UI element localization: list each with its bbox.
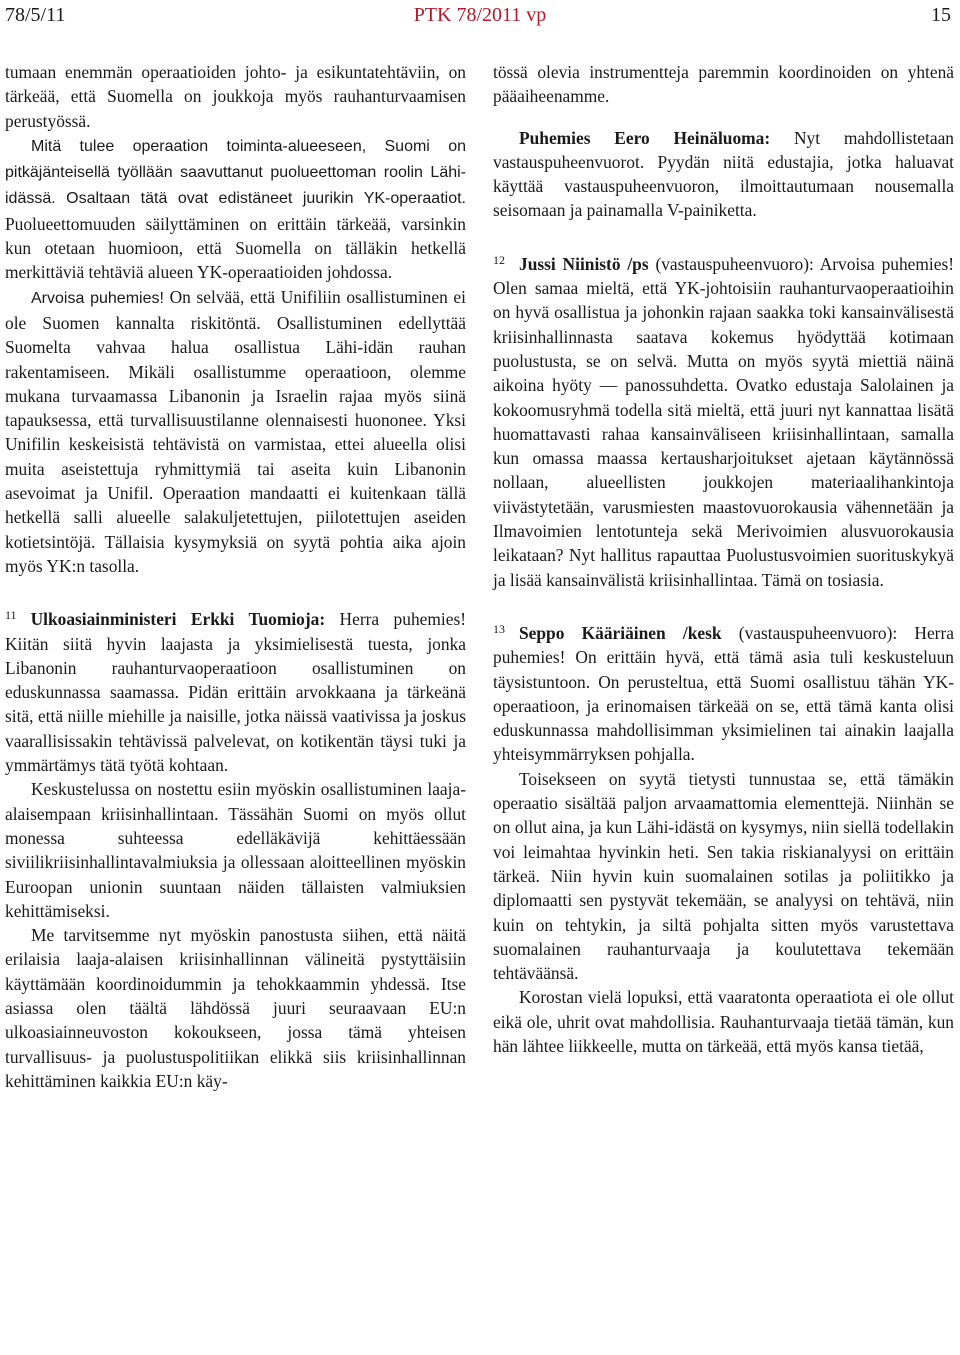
text-paragraph bbox=[493, 60, 954, 109]
text-run: On selvää, että Unifiliin osallistuminen ei ole Suomen kannalta riskitöntä. Osallistuminen edellyttää Suomelta vahvaa halua osallistua Lähi-idän rauhan rakentamiseen. Mikäli osallistumme operaatioon, olemme mukana turvaamassa Libanonin ja Israelin rajaa myös siinä tapauksessa, että turvallisuustilanne olennaisesti huononee. Yksi Unifilin keskeisistä tehtävistä on varmistaa, ettei alueella olisi muita aseistettuja ryhmittymiä tai aseita kuin Libanonin asevoimat ja Unifil. Operaation mandaatti ei kuitenkaan tällä hetkellä salli alueelle salakuljetettujen, piilotettujen aseiden kotietsintöjä. Tällaisia kysymyksiä on syytä pohtia aika ajoin myös YK:n tasolla. bbox=[5, 286, 466, 576]
text-paragraph bbox=[5, 777, 466, 923]
text-paragraph bbox=[5, 285, 466, 579]
text-run: Puolueettomuuden säilyttäminen on erittäin tärkeää, varsinkin kun otetaan huomioon, että Suomella on tälläkin hetkellä merkittäviä tehtäviä alueen YK-operaatioiden johdossa. bbox=[5, 213, 466, 283]
speech-number: 13 bbox=[493, 621, 505, 636]
document-title: PTK 78/2011 vp bbox=[413, 4, 547, 26]
session-date: 78/5/11 bbox=[5, 4, 66, 26]
speech-paragraph bbox=[5, 603, 466, 777]
text-paragraph bbox=[5, 60, 466, 133]
speech-number: 12 bbox=[493, 252, 505, 267]
text-run: Herra puhemies! Kiitän siitä hyvin laajasta ja yksimielisestä tuesta, jonka Libanonin rauhanturvaoperaatioon osallistuminen on eduskunnassa saamassa. Pidän erittäin arvokkaana ja tärkeänä sitä, että niille miehille ja naisille, jotka näissä vaativissa ja joskus vaarallisissakin tehtävissä palvelevat, on kotikentän täysi tuki ja ymmärtämys tätä työtä kohtaan. bbox=[5, 609, 466, 776]
speaker-name: Puhemies Eero Heinäluoma: bbox=[519, 127, 771, 148]
text-run: Me tarvitsemme nyt myöskin panostusta siihen, että näitä erilaisia laaja-alaisen kriisinhallinnan välineitä pystyttäisiin käyttämään koordinoidummin ja tehokkaammin yhdessä. Itse asiassa olen täältä lähdössä juuri seuraavaan EU:n ulkoasiainneuvoston kokoukseen, jossa tämä yhteisen turvallisuus- ja puolustuspolitiikan elikkä siis kriisinhallinnan kehittäminen kaikkia EU:n käy- bbox=[5, 925, 466, 1091]
text-run: Toisekseen on syytä tietysti tunnustaa se, että tämäkin operaatio sisältää paljon arvaamattomia elementtejä. Niinhän se on ollut aina, ja kun Lähi-idästä on kysymys, niin siellä todellakin voi leimahtaa hyvinkin heti. Sen takia riskianalyysi on erittäin tärkeä. Niin hyvin kuin suomalainen sotilas ja poliitikko ja diplomaatti sen pystyvät tekemään, se analyysi on tehtävä, niin kuin on tehtykin, ja siltä pohjalta sitten myös varustettava suomalainen rauhanturvaaja ja koulutettava tekemään tehtäväänsä. bbox=[493, 768, 954, 984]
text-run: Nyt mahdollistetaan vastauspuheenvuorot. Pyydän niitä edustajia, jotka haluavat käyttää vastauspuheenvuoron, ilmoittautumaan nousemalla seisomaan ja painamalla V-painiketta. bbox=[493, 127, 954, 221]
page-header bbox=[0, 0, 960, 34]
text-run: Korostan vielä lopuksi, että vaaratonta operaatiota ei ole ollut eikä ole, uhrit ovat mahdollisia. Rauhanturvaaja tietää tämän, kun hän lähtee liikkeelle, mutta on tärkeää, että myös kansa tietää, bbox=[493, 987, 954, 1056]
right-column bbox=[493, 60, 954, 1058]
text-paragraph bbox=[493, 767, 954, 986]
text-run: Arvoisa puhemies! bbox=[31, 289, 164, 307]
speech-paragraph bbox=[493, 617, 954, 767]
speech-paragraph bbox=[493, 126, 954, 223]
text-run: (vastauspuheenvuoro): Herra puhemies! On erittäin hyvä, että tämä asia tuli keskusteluun täysistuntoon. On perusteltua, että Suomi osallistuu tähän YK-operaatioon, ja erinomaisen tärkeää on se, että tämä kanta olisi eduskunnassa mahdollisimman yksimielinen tai ainakin laajalla yhteisymmärryksen pohjalla. bbox=[493, 622, 954, 765]
speech-number: 11 bbox=[5, 608, 17, 623]
text-run: tumaan enemmän operaatioiden johto- ja esikuntatehtäviin, on tärkeää, että Suomella on joukkoja myös rauhanturvaamisen perustyössä. bbox=[5, 62, 466, 131]
page-number: 15 bbox=[931, 4, 951, 26]
speaker-name: Seppo Kääriäinen /kesk bbox=[519, 622, 722, 643]
speaker-name: Jussi Niinistö /ps bbox=[519, 253, 649, 274]
text-run: Keskustelussa on nostettu esiin myöskin osallistuminen laaja-alaisempaan kriisinhallintaan. Tässähän Suomi on myös ollut monessa suhteessa edelläkävijä kehittäessään siviilikriisinhallintavalmiuksia ja ollessaan aloitteellinen myöskin Euroopan unionin suuntaan näiden tällaisten valmiuksien kehittämiseksi. bbox=[5, 779, 466, 921]
speaker-name: Ulkoasiainministeri Erkki Tuomioja: bbox=[30, 609, 326, 630]
left-column bbox=[5, 60, 466, 1093]
speech-paragraph bbox=[493, 248, 954, 592]
text-run: tössä olevia instrumentteja paremmin koordinoiden on yhtenä pääaiheenamme. bbox=[493, 62, 954, 107]
text-run: (vastauspuheenvuoro): Arvoisa puhemies! Olen samaa mieltä, että YK-johtoisiin rauhanturvaoperaatioihin on hyvä osallistua ja johonkin rajaan saakka toki kansainvälisestä kriisinhallinnasta saatava kokemus hyödyttää kotimaan puolustusta, se on selvä. Mutta on myös syytä miettiä näinä aikoina hyöty — panossuhdetta. Ovatko edustaja Salolainen ja kokoomusryhmä todella sitä mieltä, että juuri nyt kannattaa lisätä huomattavasti rahaa kansainväliseen kriisinhallintaan, samalla kun omassa maassa kertausharjoitukset ajetaan käytännössä nollaan, alueellisten joukkojen materiaalihankintoja viivästytetään, varusmiesten maastovuorokausia vähennetään ja Ilmavoimien lentotunteja sekä Merivoimien alusvuorokausia leikataan? Nyt hallitus rapauttaa Puolustusvoimien suorituskykyä ja lisää kansainvälistä kriisinhallintaa. Tämä on tosiasia. bbox=[493, 253, 955, 590]
text-paragraph bbox=[5, 923, 466, 1093]
text-paragraph bbox=[493, 985, 954, 1058]
text-paragraph bbox=[5, 133, 466, 285]
text-run: Mitä tulee operaation toiminta-alueeseen, Suomi on pitkäjänteisellä työllään saavuttanut puolueettoman roolin Lähi-idässä. Osaltaan tätä ovat edistäneet juurikin YK-operaatiot. bbox=[5, 137, 466, 208]
